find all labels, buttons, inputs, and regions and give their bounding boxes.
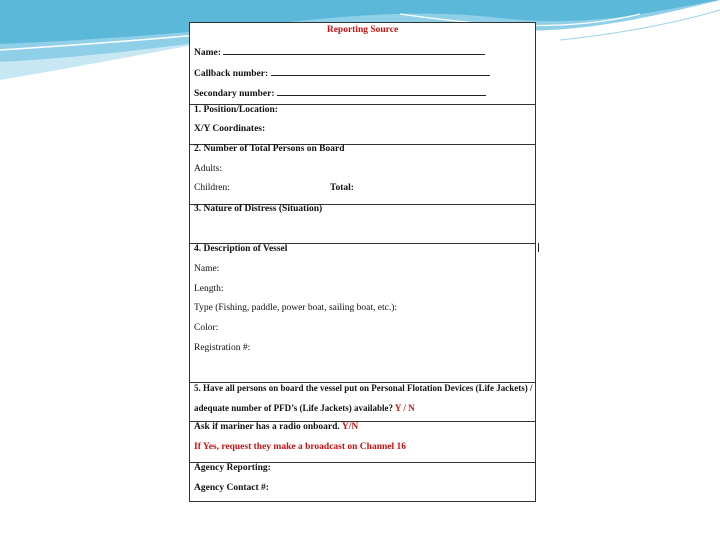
vessel-name-label[interactable]: Name: <box>194 264 220 274</box>
vessel-registration-label[interactable]: Registration #: <box>194 343 251 353</box>
pfd-question-text: adequate number of PFD’s (Life Jackets) available? <box>194 403 393 413</box>
agency-reporting-label[interactable]: Agency Reporting: <box>194 463 271 473</box>
pfd-question-line2[interactable] <box>194 403 415 413</box>
callback-number-field[interactable] <box>194 66 490 79</box>
form-header: Reporting Source <box>326 25 399 35</box>
vessel-length-label[interactable]: Length: <box>194 284 224 294</box>
persons-title: 2. Number of Total Persons on Board <box>194 144 345 154</box>
distress-title: 3. Nature of Distress (Situation) <box>194 204 323 214</box>
total-label[interactable]: Total: <box>330 183 354 193</box>
callback-line <box>271 66 490 76</box>
reporting-name-label: Name: <box>194 48 221 58</box>
radio-question[interactable] <box>194 422 358 432</box>
secondary-line <box>277 86 486 96</box>
children-label[interactable]: Children: <box>194 183 230 193</box>
incident-report-form <box>189 22 536 502</box>
adults-label[interactable]: Adults: <box>194 164 222 174</box>
pfd-yes-no[interactable]: Y / N <box>394 403 415 413</box>
secondary-number-field[interactable] <box>194 86 486 99</box>
agency-contact-label[interactable]: Agency Contact #: <box>194 483 269 493</box>
pfd-question-line1: 5. Have all persons on board the vessel put on Personal Flotation Devices (Life Jackets) / <box>194 383 533 393</box>
position-title: 1. Position/Location: <box>194 105 278 115</box>
radio-yes-no[interactable]: Y/N <box>341 422 359 432</box>
vessel-color-label[interactable]: Color: <box>194 323 219 333</box>
secondary-number-label: Secondary number: <box>194 89 275 99</box>
reporting-name-field[interactable] <box>194 45 485 58</box>
border-tick-mark <box>538 243 539 252</box>
coordinates-label[interactable]: X/Y Coordinates: <box>194 124 266 134</box>
vessel-title: 4. Description of Vessel <box>194 244 288 254</box>
radio-question-text: Ask if mariner has a radio onboard. <box>194 422 340 432</box>
name-line <box>223 45 485 55</box>
callback-number-label: Callback number: <box>194 69 269 79</box>
vessel-type-label[interactable]: Type (Fishing, paddle, power boat, sailing boat, etc.): <box>194 303 398 313</box>
radio-instruction: If Yes, request they make a broadcast on Channel 16 <box>194 442 407 452</box>
